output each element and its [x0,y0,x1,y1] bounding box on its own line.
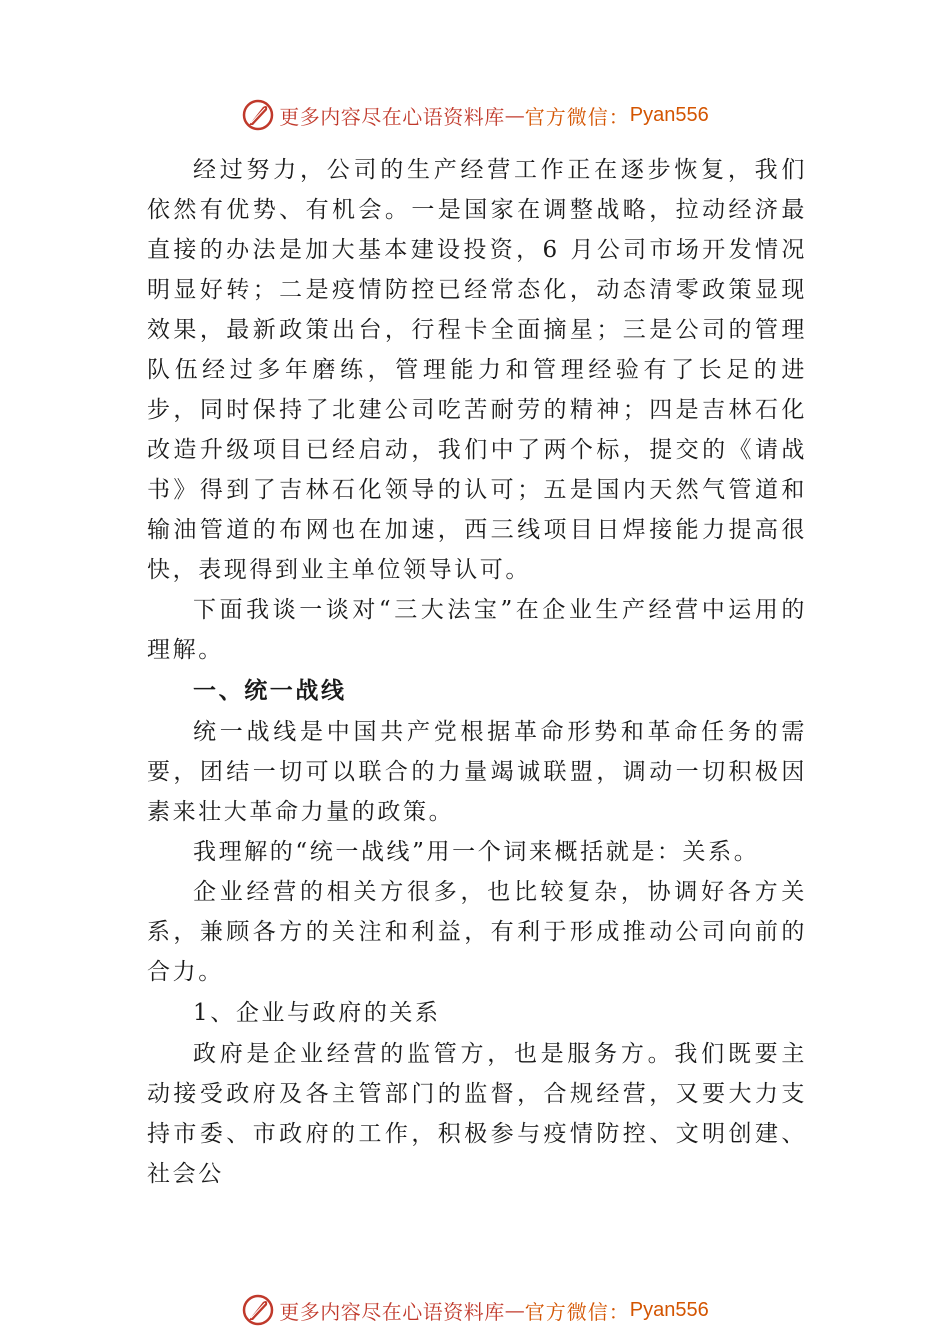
paragraph: 统一战线是中国共产党根据革命形势和革命任务的需要，团结一切可以联合的力量竭诚联盟，调动一切积极因素来壮大革命力量的政策。 [147,719,807,825]
paragraph: 企业经营的相关方很多，也比较复杂，协调好各方关系，兼顾各方的关注和利益，有利于形成推动公司向前的合力。 [147,879,807,985]
paragraph: 政府是企业经营的监管方，也是服务方。我们既要主动接受政府及各主管部门的监督，合规经营，又要大力支持市委、市政府的工作，积极参与疫情防控、文明创建、社会公 [147,1041,807,1187]
watermark-wechat-id: Pyan556 [629,1298,709,1321]
footer-watermark [0,1290,950,1330]
quill-logo-icon [241,1293,275,1327]
section-heading: 一、统一战线 [193,678,347,704]
watermark-separator: — [504,1298,525,1322]
watermark-brand: 更多内容尽在心语资料库 [279,1299,505,1324]
watermark-brand: 更多内容尽在心语资料库 [279,104,505,129]
paragraph: 下面我谈一谈对“三大法宝”在企业生产经营中运用的理解。 [147,597,807,663]
watermark-wechat-id: Pyan556 [629,103,709,126]
header-watermark [0,95,950,135]
paragraph: 我理解的“统一战线”用一个词来概括就是：关系。 [193,839,760,865]
paragraph: 经过努力，公司的生产经营工作正在逐步恢复，我们依然有优势、有机会。一是国家在调整战略，拉动经济最直接的办法是加大基本建设投资，6 月公司市场开发情况明显好转；二是疫情防控已经常态化，动态清零政策显现效果，最新政策出台，行程卡全面摘星；三是公司的管理队伍经过多年磨练，管理能力和管理经验有了长足的进步，同时保持了北建公司吃苦耐劳的精神；四是吉林石化改造升级项目已经启动，我们中了两个标，提交的《请战书》得到了吉林石化领导的认可；五是国内天然气管道和输油管道的布网也在加速，西三线项目日焊接能力提高很快，表现得到业主单位领导认可。 [147,157,807,583]
watermark-wechat-label: 官方微信： [524,1299,630,1324]
quill-logo-icon [241,98,275,132]
watermark-separator: — [504,103,525,127]
subsection-heading: 1、企业与政府的关系 [193,1000,441,1026]
watermark-wechat-label: 官方微信： [524,104,630,129]
document-body [147,150,807,1194]
